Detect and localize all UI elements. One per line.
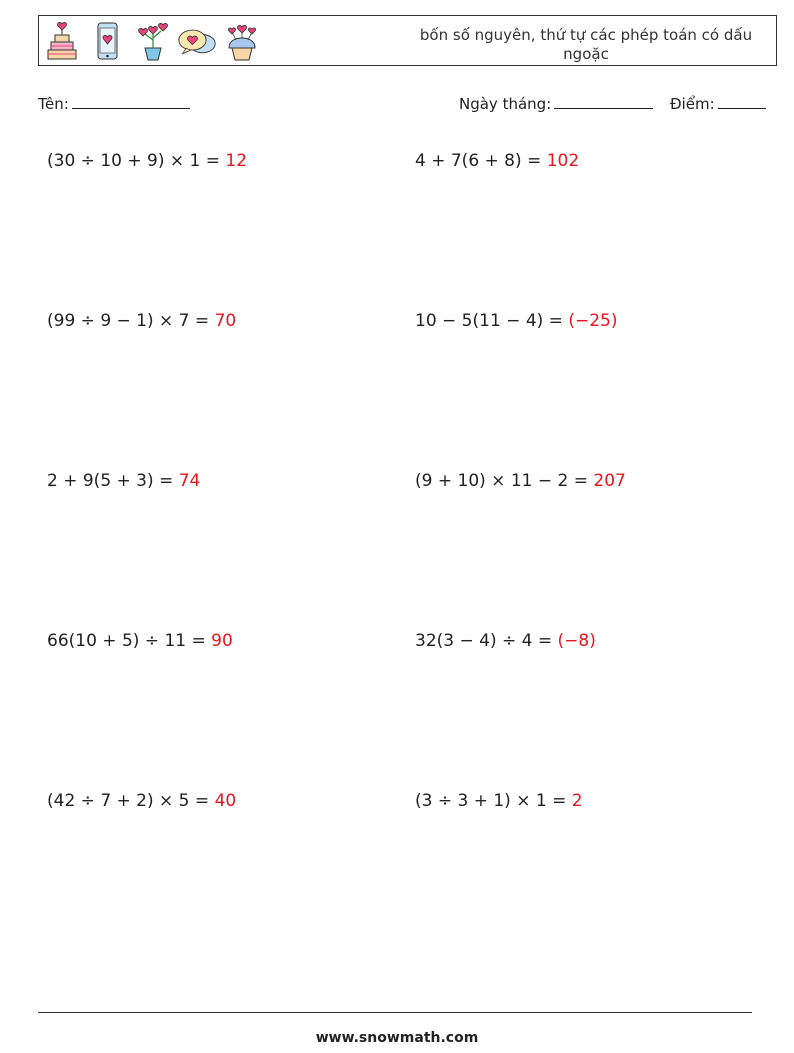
phone-heart-icon (91, 20, 131, 62)
problem-answer: 102 (546, 151, 580, 171)
problem-question: (9 + 10) × 11 − 2 = (415, 471, 594, 491)
chat-heart-icon (177, 20, 217, 62)
problem-question: 4 + 7(6 + 8) = (415, 151, 547, 171)
problem-6 (415, 471, 626, 491)
problem-answer: 70 (214, 311, 237, 331)
problem-2 (415, 151, 579, 171)
problem-question: (30 ÷ 10 + 9) × 1 = (47, 151, 226, 171)
footer-site-link[interactable]: www.snowmath.com (315, 1030, 479, 1046)
name-blank-line (72, 94, 190, 109)
problem-7 (47, 631, 233, 651)
problem-8 (415, 631, 596, 651)
name-field (38, 94, 190, 113)
worksheet-title: bốn số nguyên, thứ tự các phép toán có dấu ngoặc (419, 26, 753, 63)
problem-question: (3 ÷ 3 + 1) × 1 = (415, 791, 572, 811)
problem-question: (42 ÷ 7 + 2) × 5 = (47, 791, 215, 811)
problem-3 (47, 311, 236, 331)
problem-question: 2 + 9(5 + 3) = (47, 471, 179, 491)
problem-answer: 2 (571, 791, 583, 811)
problem-answer: 12 (225, 151, 248, 171)
worksheet-header (38, 15, 777, 66)
problem-answer: 40 (214, 791, 237, 811)
problem-answer: (−8) (557, 631, 596, 651)
date-field (459, 94, 653, 113)
problem-answer: 207 (593, 471, 626, 491)
problem-answer: (−25) (568, 311, 618, 331)
cake-icon (45, 20, 85, 62)
cupcake-icon (223, 20, 263, 62)
score-field (670, 94, 766, 113)
problem-9 (47, 791, 236, 811)
problem-question: (99 ÷ 9 − 1) × 7 = (47, 311, 215, 331)
footer-divider (38, 1012, 752, 1013)
problem-1 (47, 151, 247, 171)
problem-5 (47, 471, 200, 491)
problem-answer: 74 (178, 471, 201, 491)
problem-10 (415, 791, 583, 811)
date-blank-line (554, 94, 653, 109)
problem-question: 32(3 − 4) ÷ 4 = (415, 631, 558, 651)
name-label: Tên: (38, 95, 69, 113)
score-label: Điểm: (670, 95, 715, 113)
problem-4 (415, 311, 617, 331)
date-label: Ngày tháng: (459, 95, 552, 113)
score-blank-line (718, 94, 766, 109)
problem-question: 10 − 5(11 − 4) = (415, 311, 569, 331)
problem-answer: 90 (211, 631, 233, 651)
problem-question: 66(10 + 5) ÷ 11 = (47, 631, 212, 651)
heart-plant-icon (135, 20, 175, 62)
